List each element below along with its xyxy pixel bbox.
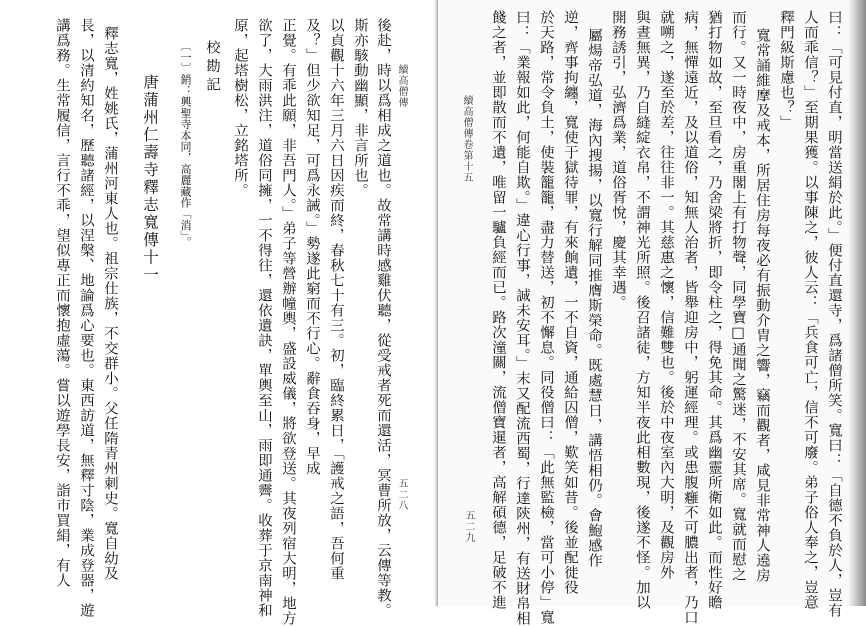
collation-notes-heading: 校勘記 — [204, 40, 220, 96]
right-text-line: 屬煬帝弘道，海內搜揚，以寬行解同推膺斯榮命。既處慧日，講悟相仍。會鮑感作 — [586, 28, 602, 568]
right-running-header: 續高僧傳卷第十五 — [461, 95, 472, 183]
left-running-header: 續高僧傳 — [396, 64, 407, 108]
left-text-line: 後赴，時以爲相成之道也。故常講時感雞伏聽，從受戒者死而還活，冥曹所放，云傳等教。 — [375, 18, 391, 618]
left-text-line: 斯亦駭動幽顯，非言所也。 — [352, 18, 368, 198]
left-text-line: 以貞觀十六年三月六日因疾而終，春秋七十有三。初，臨終累日，「護戒之語，吾何重 — [328, 18, 344, 581]
right-text-line: 於天路，常令負土，使裝籠籠，盡力替送，初不懈息。同役僧曰：「此無監檢，當可小停」寬 — [538, 10, 554, 625]
left-text-line: 講爲務。生常履信，言行不乖，望似專正而懷抱虛蕩。嘗以遊學長安，詣市買絹，有人 — [54, 18, 70, 588]
right-text-line: 寬常誦維摩及戒本，所居住房每夜必有振動介胄之響，竊而觀者，咸見非常神人遶房 — [754, 28, 770, 583]
right-text-line: 病，無憚遠近，及以道俗，知無人治者，皆舉迎房中，躬運經理。或患腹癰不可膿出者，乃口 — [682, 10, 698, 625]
right-page — [438, 0, 866, 626]
left-text-line: 欲了，大雨洪注，道俗同擁，一不得往，還依遺訣，單輿至山，雨即通霽。收葬于京南神和 — [256, 18, 272, 618]
left-text-line: 原，起塔樹松，立銘塔所。 — [232, 18, 248, 198]
right-text-line: 開務誘引，弘濟爲業，道俗胥悅，慶其幸遇。 — [610, 10, 626, 310]
left-text-line: 長，以清約知名，歷聽諸經，以涅槃、地論爲心要也。東西訪道，無釋寸陰，業成登器，遊 — [78, 18, 94, 618]
right-page-number: 五二九 — [463, 510, 474, 543]
right-text-line: 就嗍之，遂至於差，往往非一。其慈惠之懷，信難雙也。後於中夜室內大明，及觀房外 — [658, 10, 674, 580]
left-text-line: 正覺。有乖此願，非吾門人。」弟子等營辦幢輿，盛設威儀，將欲登送。其夜列宿大明，地方 — [280, 18, 296, 626]
biography-title: 唐蒲州仁壽寺釋志寬傳十一 — [141, 74, 159, 284]
right-text-line: 餞之者，並即散而不遺，唯留一驢負經而已。路次潼關，流僧寶暹者，高解碩德，足破不進 — [490, 10, 506, 610]
right-text-line: 人而乖信？」至期果獲。以事陳之，彼人云：「兵食可亡，信不可廢。弟子俗人奉之，豈意 — [802, 10, 818, 610]
left-text-line: 釋志寬，姓姚氏，蒲州河東人也。祖宗仕族，不交群小。父任隋青州刺史。寬自幼及 — [102, 26, 118, 581]
right-text-line: 猶打物如故，至旦看之，乃舍梁將折，即令柱之，得免其命。其爲幽靈所衛如此。而性好瞻 — [706, 10, 722, 610]
right-text-line: 釋門級斯慮也？」 — [778, 10, 794, 130]
right-text-line: 曰：「業報如此，何能自欺。」違心行事，誠未安耳。」末又配流西蜀，行達陝州，有送財帛相 — [514, 10, 530, 626]
left-text-line: 及？」但少欲知足，可爲永誡。」勢遂此窮而不行心。辭食吞身，早成 — [304, 18, 320, 476]
right-text-line: 與晝無異，乃自縫綻衣帛，不謂神光所照。後召諸徒，方知半夜此相數現，後遂不怪。加以 — [634, 10, 650, 610]
page-edge-shadow — [848, 0, 866, 606]
collation-note: 〔一〕銷：興聖寺本同，高麗藏作「消」。 — [179, 40, 192, 248]
left-page-number: 五二八 — [396, 478, 407, 511]
right-text-line: 曰：「可見付直，明當送絹於此。」便付直還寺，爲諸僧所笑。寬曰：「自德不負於人，豈有 — [826, 10, 842, 618]
right-text-line: 逆，齊事拘纏，寬使于獄待罪，有來餉遺，一不自資，通給囚僧，歎笑如昔。後並配徙役 — [562, 10, 578, 595]
right-text-line: 而行。又一時夜中，房重閣上有打物聲，同學寶□通聞之驚迷，不安其席。寬就而慰之 — [730, 10, 746, 582]
